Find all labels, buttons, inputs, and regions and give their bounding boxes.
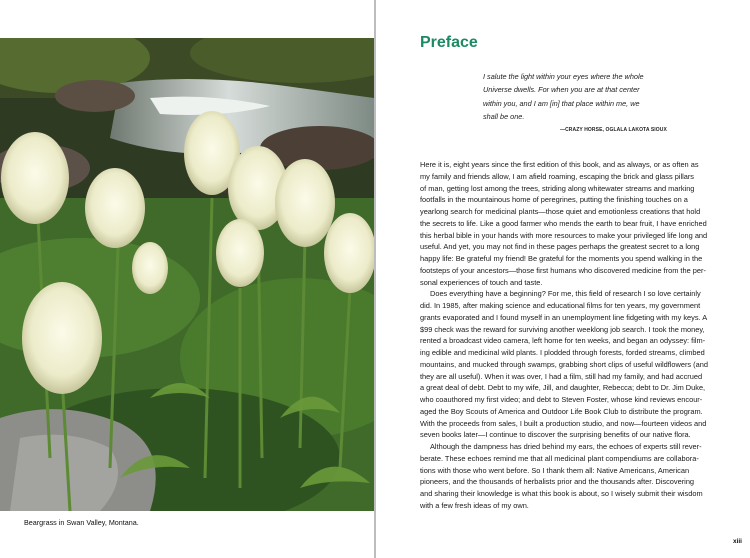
- text-line: a great deal of debt. Debt to my wife, Jill, and daughter, Rebecca; debt to Dr. Jim Duke,: [420, 383, 706, 393]
- text-line: footfalls in the mountainous home of peregrines, putting the finishing touches on a: [420, 195, 688, 205]
- text-line: of man, getting lost among the trees, striding along whitewater streams and marking: [420, 183, 695, 193]
- body-text: [420, 159, 735, 512]
- epigraph-line: I salute the light within your eyes where the whole: [483, 72, 644, 81]
- text-line: did. In 1985, after making science and educational films for ten years, my government: [420, 301, 701, 310]
- photo-caption: Beargrass in Swan Valley, Montana.: [24, 518, 139, 527]
- epigraph-line: shall be one.: [483, 112, 525, 122]
- page-title: Preface: [420, 34, 478, 51]
- paragraph-2: [420, 288, 735, 441]
- text-line: aged the Boy Scouts of America and Outdoor Life Book Club to distribute the program.: [420, 406, 703, 416]
- text-line: Does everything have a beginning? For me, this field of research I so love certainly: [430, 289, 701, 299]
- text-line: With the proceeds from sales, I built a production studio, and now—fourteen videos and: [420, 418, 707, 428]
- page-number: xiii: [732, 538, 742, 545]
- text-line: the secrets to life. Like a good farmer who mends the earth to bear fruit, I have enriched: [420, 218, 707, 228]
- text-line: sonal experiences of touch and taste.: [420, 277, 543, 287]
- text-line: grants evaporated and I found myself in an unemployment line fidgeting with my keys. A: [420, 312, 708, 322]
- text-line: who coauthored my first video; and debt to Steven Foster, whose kind reviews encour-: [420, 395, 703, 404]
- epigraph-line: Universe dwells. For when you are at that center: [483, 85, 640, 95]
- text-line: rented a broadcast video camera, left home for ten weeks, and began an odyssey: film-: [420, 336, 706, 346]
- paragraph-3: [420, 441, 735, 512]
- text-line: Here it is, eight years since the first edition of this book, and as always, or as often as: [420, 160, 699, 169]
- right-page: [376, 0, 750, 558]
- text-line: seven books later—I continue to discover the surprising benefits of our native flora.: [420, 430, 691, 440]
- text-line: $99 check was the reward for surviving another weeklong job search. I took the money,: [420, 324, 705, 334]
- text-line: with a few fresh ideas of my own.: [420, 500, 529, 510]
- epigraph-author: —CRAZY HORSE, OGLALA LAKOTA SIOUX: [560, 127, 667, 133]
- text-line: they are all useful). When it was over, I had a film, still had my family, and had accrued: [420, 371, 703, 381]
- text-line: useful. And yet, you may not find in these pages perhaps the greatest secret to a long: [420, 242, 700, 252]
- epigraph-quote: [483, 70, 683, 124]
- text-line: footsteps of your ancestors—those first humans who discovered medicine from the per-: [420, 265, 706, 275]
- left-page: [0, 0, 374, 558]
- text-line: my family and friends allow, I am afield roaming, escaping the brick and glass pillars: [420, 171, 694, 181]
- paragraph-1: [420, 159, 735, 288]
- text-line: yearlong search for medicinal plants—those quiet and emotionless creations that hold: [420, 207, 701, 216]
- text-line: happy life: Be grateful my friend! Be grateful for the moments you spend walking in the: [420, 254, 703, 263]
- text-line: tions with those who went before. So I thank them all: Native Americans, American: [420, 465, 690, 475]
- text-line: mountains, and mucked through swamps, grabbing short clips of useful wildflowers (and: [420, 359, 708, 369]
- text-line: pioneers, and the thousands of herbalists prior and the thousands after. Discovering: [420, 477, 695, 487]
- text-line: ing edible and medicinal wild plants. I plodded through forests, forded streams, climbed: [420, 348, 705, 357]
- text-line: Although the dampness has dried behind my ears, the echoes of experts still rever-: [430, 442, 702, 451]
- text-line: and sharing their knowledge is what this book is about, so I wisely submit their wisdom: [420, 489, 703, 498]
- text-line: this herbal bible in your hands with more resources to make your privileged life long and: [420, 230, 708, 240]
- text-line: berate. These echoes remind me that all medicinal plant compendiums are collabora-: [420, 453, 699, 463]
- beargrass-photo: [0, 38, 374, 511]
- epigraph-line: within you, and I am [in] that place within me, we: [483, 98, 640, 108]
